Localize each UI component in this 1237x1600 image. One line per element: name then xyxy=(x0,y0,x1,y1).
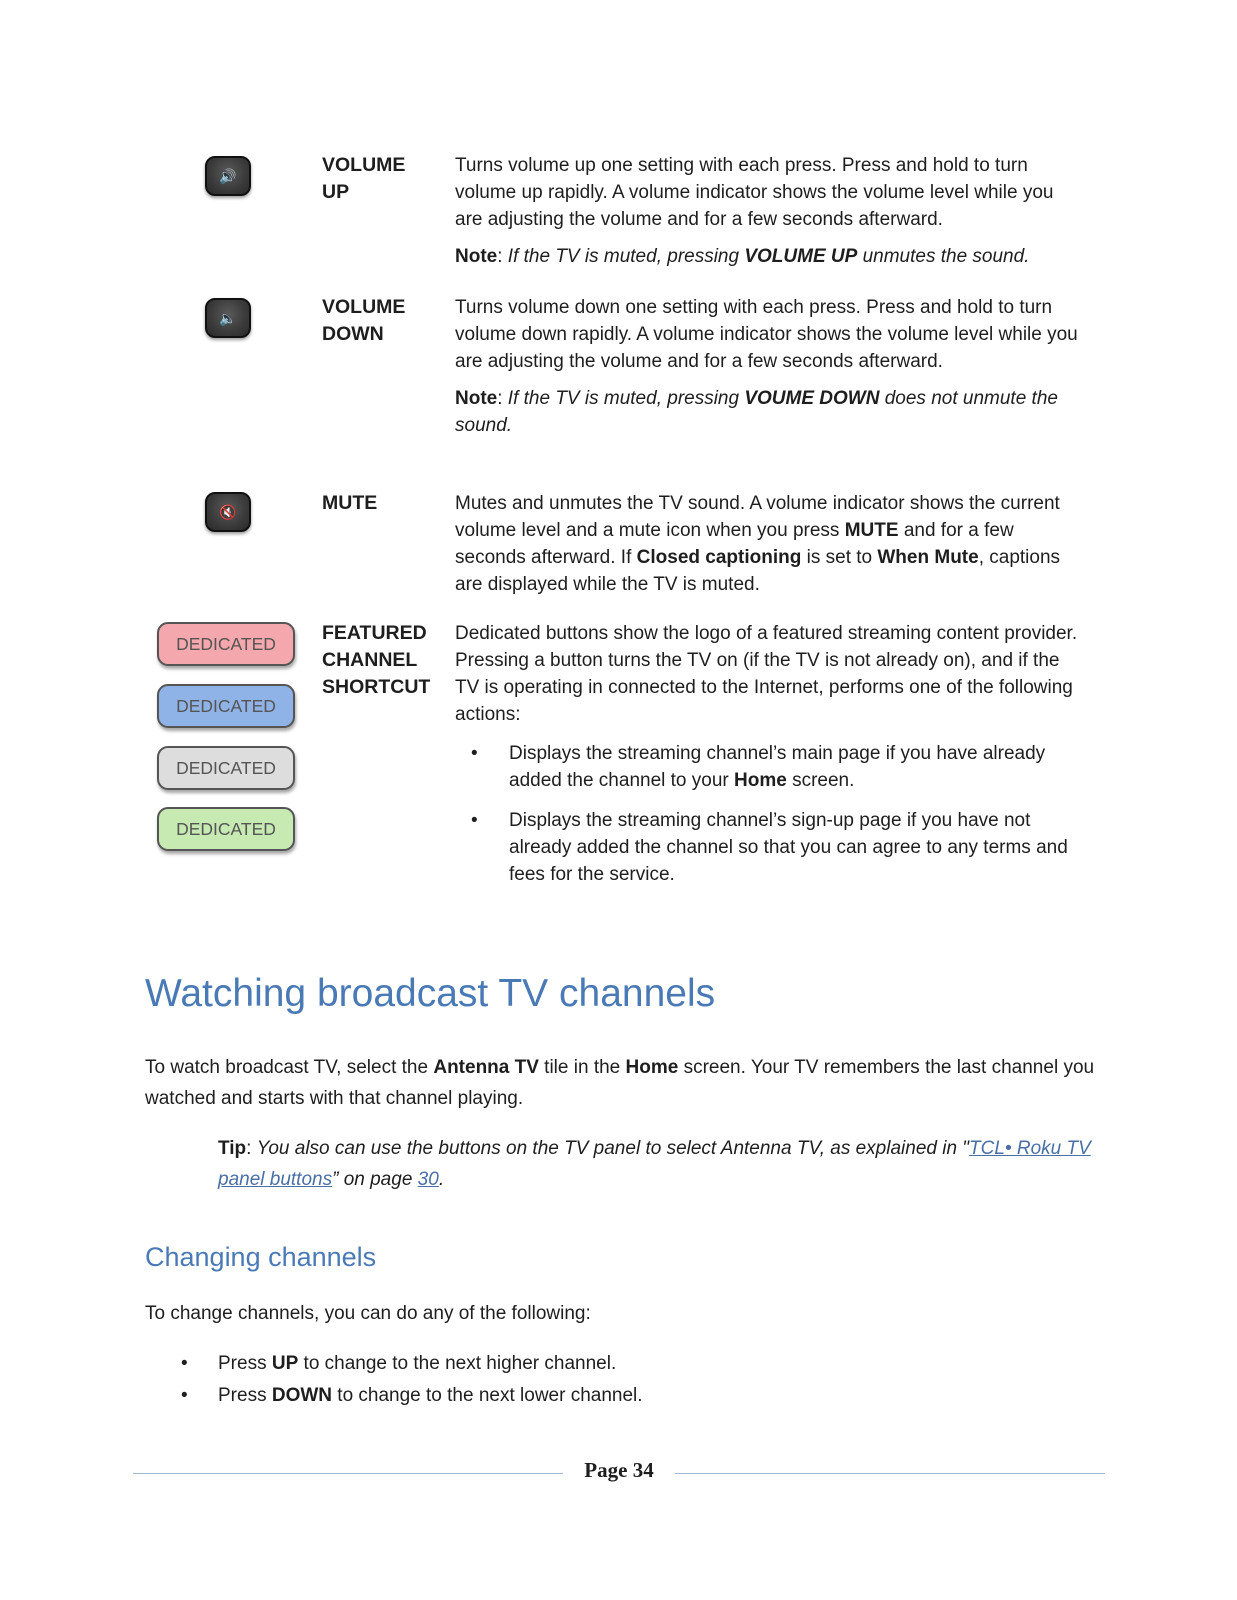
tip-text: . xyxy=(438,1169,445,1190)
label-line: MUTE xyxy=(322,492,378,514)
text-run-bold: When Mute xyxy=(877,547,979,568)
text-run: to change to the next higher channel. xyxy=(298,1353,617,1374)
note-bold: VOUME DOWN xyxy=(744,388,880,409)
row-label xyxy=(322,152,442,206)
label-line: DOWN xyxy=(322,323,384,345)
tip-text: You also can use the buttons on the TV panel to select Antenna TV, as explained in " xyxy=(256,1138,970,1159)
tip-text: ” on page xyxy=(332,1169,418,1190)
bullet-list xyxy=(455,740,1080,888)
description-text: Turns volume down one setting with each press. Press and hold to turn volume down rapidly. A volume indicator shows the volume level while you are adjusting the volume and for a few seconds afterward. xyxy=(455,297,1078,372)
row-description xyxy=(455,490,1080,598)
note-label: Note xyxy=(455,246,498,267)
text-run-bold: DOWN xyxy=(271,1385,333,1406)
text-run: tile in the xyxy=(538,1057,626,1078)
description-text: Dedicated buttons show the logo of a featured streaming content provider. Pressing a button turns the TV on (if the TV is not already on), and if the TV is operating in connected to the Internet, performs one of the following actions: xyxy=(455,623,1078,725)
section-heading: Watching broadcast TV channels xyxy=(145,972,716,1015)
text-run: and for a few seconds afterward. If xyxy=(455,520,1014,568)
note-bold: VOLUME UP xyxy=(744,246,858,267)
text-run: Displays the streaming channel’s sign-up page if you have not already added the channel so that you can agree to any terms and fees for the service. xyxy=(509,810,1068,885)
text-run: screen. Your TV remembers the last channel you watched and starts with that channel playing. xyxy=(145,1057,1095,1109)
note-text: If the TV is muted, pressing xyxy=(507,388,745,409)
list-item xyxy=(455,740,1080,794)
text-run-bold: MUTE xyxy=(844,520,899,541)
text-run: is set to xyxy=(801,547,878,568)
note-text: If the TV is muted, pressing xyxy=(507,246,745,267)
row-label xyxy=(322,294,442,348)
text-run: Press xyxy=(218,1385,272,1406)
row-description xyxy=(455,152,1080,270)
footer-rule-right xyxy=(675,1473,1105,1474)
text-run: to change to the next lower channel. xyxy=(332,1385,643,1406)
text-run-bold: Home xyxy=(734,770,787,791)
label-line: VOLUME xyxy=(322,154,406,176)
text-run: screen. xyxy=(786,770,855,791)
label-line: SHORTCUT xyxy=(322,676,431,698)
text-run: Press xyxy=(218,1353,272,1374)
note: Note: If the TV is muted, pressing VOLUME UP unmutes the sound. xyxy=(455,246,1030,267)
subsection-heading: Changing channels xyxy=(145,1242,377,1272)
list-item xyxy=(145,1348,643,1380)
note: Note: If the TV is muted, pressing VOUME DOWN does not unmute the sound. xyxy=(455,388,1058,436)
text-run-bold: Home xyxy=(625,1057,679,1078)
text-run-bold: UP xyxy=(271,1353,299,1374)
label-line: CHANNEL xyxy=(322,649,418,671)
page-footer xyxy=(133,1458,1105,1488)
page-number: Page 34 xyxy=(584,1458,654,1482)
volume-down-icon: 🔈 xyxy=(205,298,251,338)
label-line: VOLUME xyxy=(322,296,406,318)
row-description xyxy=(455,294,1080,439)
mute-icon: 🔇 xyxy=(205,492,251,532)
dedicated-button-4: DEDICATED xyxy=(157,807,295,851)
list-item xyxy=(455,807,1080,888)
section-paragraph xyxy=(145,1052,1105,1114)
row-label xyxy=(322,490,442,517)
note-label: Note xyxy=(455,388,498,409)
channel-list xyxy=(145,1348,643,1412)
label-line: FEATURED xyxy=(322,622,427,644)
text-run: Mutes and unmutes the TV sound. A volume indicator shows the current volume level and a mute icon when you press xyxy=(455,493,1060,541)
dedicated-button-2: DEDICATED xyxy=(157,684,295,728)
text-run: , captions are displayed while the TV is muted. xyxy=(455,547,1061,595)
label-line: UP xyxy=(322,181,350,203)
text-run-bold: Antenna TV xyxy=(433,1057,539,1078)
row-description xyxy=(455,620,1080,901)
text-run: Displays the streaming channel’s main page if you have already added the channel to your xyxy=(509,743,1046,791)
note-text: does not unmute the sound. xyxy=(455,388,1058,436)
description-text xyxy=(455,490,1080,598)
tip-link[interactable]: TCL• Roku TV panel buttons xyxy=(218,1138,1091,1190)
description-text: Turns volume up one setting with each press. Press and hold to turn volume up rapidly. A volume indicator shows the volume level while you are adjusting the volume and for a few seconds afterward. xyxy=(455,155,1054,230)
tip-label: Tip xyxy=(218,1138,247,1159)
list-item xyxy=(145,1380,643,1412)
note-text: unmutes the sound. xyxy=(857,246,1030,267)
page-link[interactable]: 30 xyxy=(417,1169,439,1190)
tip: Tip: You also can use the buttons on the TV panel to select Antenna TV, as explained in "TCL• Roku TV panel buttons” on page 30. xyxy=(218,1138,1091,1190)
subsection-intro: To change channels, you can do any of the following: xyxy=(145,1303,591,1324)
dedicated-button-1: DEDICATED xyxy=(157,622,295,666)
text-run-bold: Closed captioning xyxy=(636,547,802,568)
text-run: To watch broadcast TV, select the xyxy=(145,1057,434,1078)
volume-up-icon: 🔊 xyxy=(205,156,251,196)
dedicated-button-3: DEDICATED xyxy=(157,746,295,790)
row-label xyxy=(322,620,442,701)
